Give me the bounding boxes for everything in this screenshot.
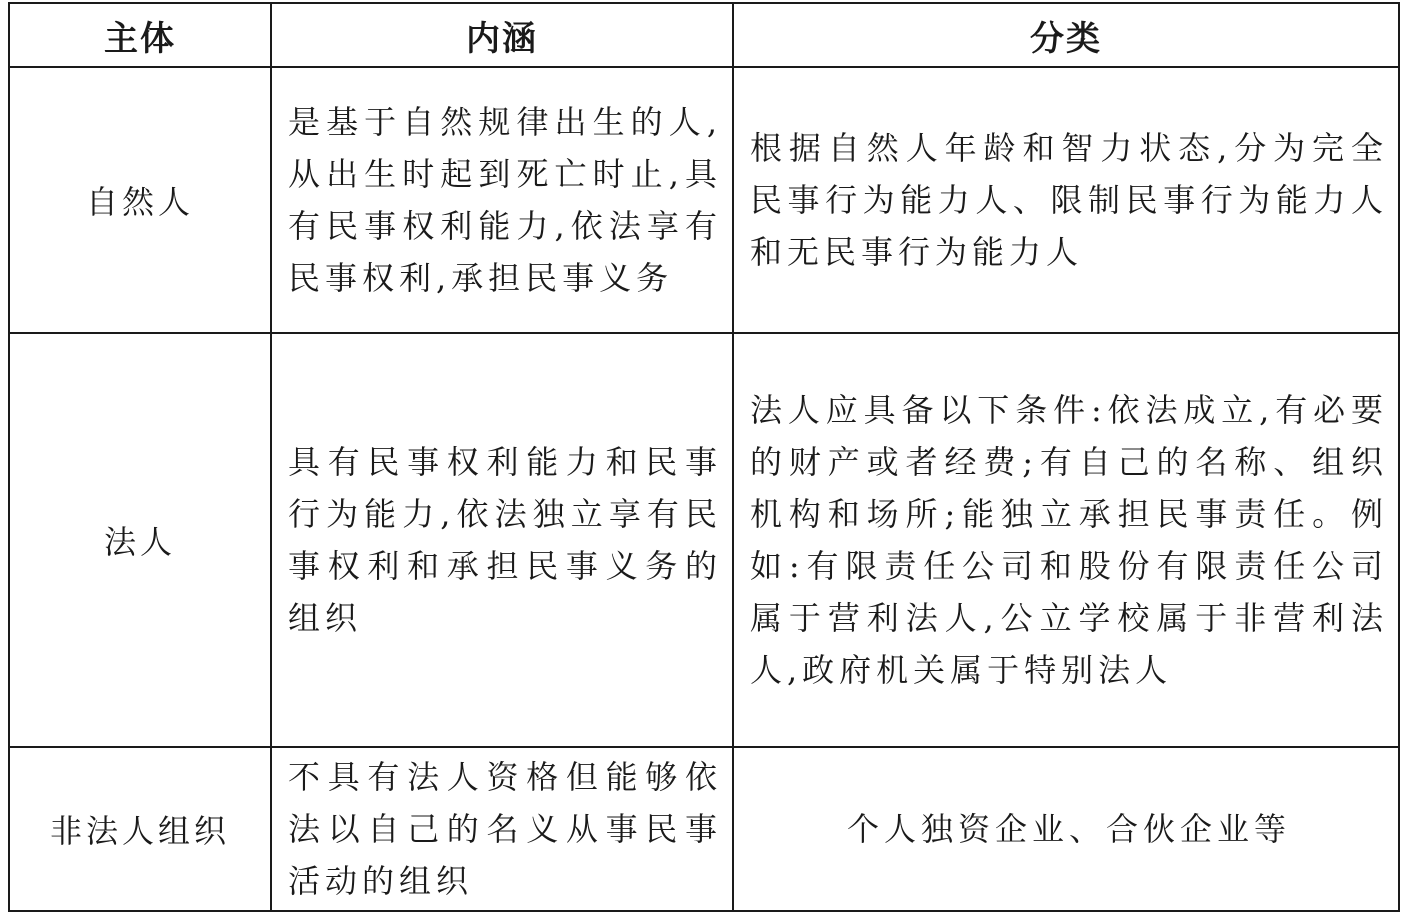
row-legal-person-category-cell xyxy=(734,334,1398,748)
header-subject: 主体 xyxy=(10,4,272,68)
row-natural-person-meaning-cell xyxy=(272,68,734,334)
header-meaning: 内涵 xyxy=(272,4,734,68)
row-natural-person-meaning: 是基于自然规律出生的人,从出生时起到死亡时止,具有民事权利能力,依法享有民事权利,承担民事义务 xyxy=(288,103,722,297)
row-natural-person-subject: 自然人 xyxy=(10,68,272,334)
row-natural-person-category-cell xyxy=(734,68,1398,334)
row-legal-person-category: 法人应具备以下条件:依法成立,有必要的财产或者经费;有自己的名称、组织机构和场所;能独立承担民事责任。例如:有限责任公司和股份有限责任公司属于营利法人,公立学校属于非营利法人,政府机关属于特别法人 xyxy=(750,391,1388,689)
row-unincorporated-org-meaning: 不具有法人资格但能够依法以自己的名义从事民事活动的组织 xyxy=(288,758,722,900)
row-legal-person-subject: 法人 xyxy=(10,334,272,748)
row-unincorporated-org-category: 个人独资企业、合伙企业等 xyxy=(846,810,1291,848)
row-unincorporated-org-meaning-cell xyxy=(272,748,734,910)
legal-subjects-table xyxy=(8,2,1400,912)
row-legal-person-meaning-cell xyxy=(272,334,734,748)
row-unincorporated-org-category-cell xyxy=(734,748,1398,910)
row-legal-person-meaning: 具有民事权利能力和民事行为能力,依法独立享有民事权利和承担民事义务的组织 xyxy=(288,443,722,637)
row-unincorporated-org-subject: 非法人组织 xyxy=(10,748,272,910)
row-natural-person-category: 根据自然人年龄和智力状态,分为完全民事行为能力人、限制民事行为能力人和无民事行为能力人 xyxy=(750,129,1388,271)
header-category: 分类 xyxy=(734,4,1398,68)
